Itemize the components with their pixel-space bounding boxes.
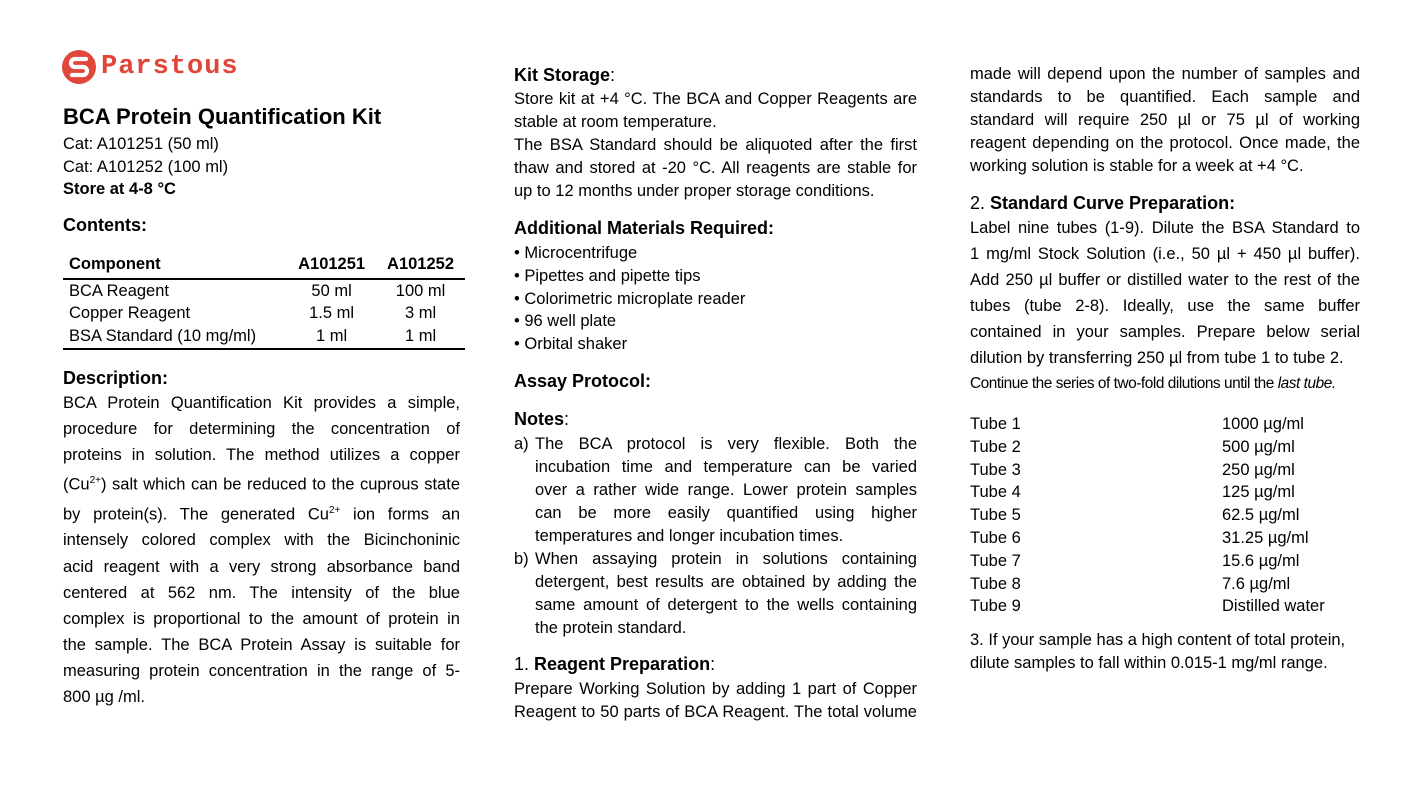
description-line: proteins in solution. The method utilizes a copper <box>63 446 460 465</box>
kit-storage-line: up to 12 months under proper storage conditions. <box>514 182 875 200</box>
contents-table <box>63 250 465 350</box>
table-cell: 1 ml <box>376 325 465 349</box>
kit-storage-heading: Kit Storage <box>514 65 611 85</box>
table-row <box>970 595 1325 618</box>
heading-colon: : <box>710 654 716 674</box>
text-line: dilute samples to fall within 0.015-1 mg/ml range. <box>970 654 1328 672</box>
text-line <box>970 371 1360 397</box>
notes-list <box>514 433 917 640</box>
table-cell: 50 ml <box>311 281 352 300</box>
contents-table-header <box>63 250 465 279</box>
table-cell: 3 ml <box>404 304 437 323</box>
text-line: standard will require 250 µl or 75 µl of working <box>970 111 1360 129</box>
tube-label: Tube 6 <box>970 528 1021 547</box>
kit-storage-heading-row <box>514 64 615 87</box>
note-a <box>514 433 917 548</box>
table-cell: BSA Standard (10 mg/ml) <box>63 325 287 349</box>
reagent-line: Reagent to 50 parts of BCA Reagent. The total volume <box>514 703 917 721</box>
list-item: • Colorimetric microplate reader <box>514 288 745 311</box>
table-row <box>970 573 1325 596</box>
description-line: complex is proportional to the amount of protein in <box>63 609 460 628</box>
text-fragment: ion forms an <box>340 505 461 524</box>
tube-concentration: 250 µg/ml <box>1222 460 1295 479</box>
kit-storage-body <box>514 88 917 203</box>
note-letter: b) <box>514 550 529 568</box>
description-line: the sample. The BCA Protein Assay is suitable for <box>63 635 460 654</box>
description-line: intensely colored complex with the Bicinchoninic <box>63 531 460 550</box>
table-cell: 1.5 ml <box>309 304 355 323</box>
catalog-number-1: Cat: A101251 (50 ml) <box>63 135 219 153</box>
product-title: BCA Protein Quantification Kit <box>63 104 382 129</box>
tube-label: Tube 4 <box>970 483 1021 502</box>
description-body <box>63 390 460 710</box>
reagent-prep-heading: Reagent Preparation <box>534 654 711 674</box>
description-line: 800 µg /ml. <box>63 688 145 707</box>
table-row <box>970 413 1325 436</box>
table-row <box>63 303 465 326</box>
text-line: 3. If your sample has a high content of total protein, <box>970 631 1346 649</box>
note-b <box>514 548 917 640</box>
text-line: reagent depending on the protocol. Once made, the <box>970 134 1360 152</box>
materials-list <box>514 242 745 356</box>
step-3-body <box>970 629 1360 675</box>
storage-temperature: Store at 4-8 °C <box>63 180 176 198</box>
list-item: • Pipettes and pipette tips <box>514 265 745 288</box>
text-line: tubes (tube 2-8). Ideally, use the same buffer <box>970 297 1360 315</box>
column-header-component: Component <box>63 250 287 279</box>
tube-label: Tube 5 <box>970 506 1021 525</box>
brand-logo <box>62 50 239 84</box>
tube-concentration: 500 µg/ml <box>1222 437 1295 456</box>
kit-storage-line: stable at room temperature. <box>514 113 717 131</box>
note-line: the protein standard. <box>535 619 687 637</box>
assay-protocol-heading: Assay Protocol: <box>514 371 652 391</box>
reagent-line: Prepare Working Solution by adding 1 part of Copper <box>514 680 917 698</box>
tube-label: Tube 8 <box>970 574 1021 593</box>
text-fragment: Continue the series of two-fold dilutions until the <box>970 375 1278 392</box>
tube-concentration: 15.6 µg/ml <box>1222 551 1300 570</box>
tube-concentration: 125 µg/ml <box>1222 483 1295 502</box>
description-heading: Description: <box>63 368 169 388</box>
list-item: • Orbital shaker <box>514 333 745 356</box>
description-line: procedure for determining the concentration of <box>63 420 460 439</box>
step-number: 1. <box>514 654 535 674</box>
tube-label: Tube 9 <box>970 597 1021 616</box>
table-cell: 1 ml <box>287 325 376 349</box>
text-line: standards to be quantified. Each sample and <box>970 88 1360 106</box>
text-fragment: (Cu <box>63 475 90 494</box>
table-cell: BCA Reagent <box>69 281 169 300</box>
notes-heading-row <box>514 408 569 431</box>
tube-concentration: 7.6 µg/ml <box>1222 574 1291 593</box>
column-header-a101251: A101251 <box>287 250 376 279</box>
tube-label: Tube 1 <box>970 415 1021 433</box>
tube-concentration: 62.5 µg/ml <box>1222 506 1300 525</box>
text-line: Add 250 µl buffer or distilled water to the rest of the <box>970 271 1360 289</box>
table-row <box>970 550 1325 573</box>
note-body <box>535 433 917 548</box>
tube-concentration: Distilled water <box>1222 597 1325 616</box>
table-row <box>970 459 1325 482</box>
superscript: 2+ <box>328 504 341 516</box>
standard-curve-heading-row <box>970 192 1235 215</box>
note-line: same amount of detergent to the wells containing <box>535 596 917 614</box>
table-row <box>970 481 1325 504</box>
description-line: BCA Protein Quantification Kit provides a simple, <box>63 394 460 412</box>
table-cell: Copper Reagent <box>69 304 191 323</box>
standard-curve-heading: Standard Curve Preparation: <box>990 193 1236 213</box>
tube-concentration: 1000 µg/ml <box>1222 415 1304 433</box>
catalog-number-2: Cat: A101252 (100 ml) <box>63 158 229 176</box>
materials-heading: Additional Materials Required: <box>514 218 775 238</box>
text-fragment: by protein(s). The generated Cu <box>63 505 329 524</box>
kit-storage-line: thaw and stored at -20 °C. All reagents are stable for <box>514 159 917 177</box>
note-line: When assaying protein in solutions containing <box>535 550 917 568</box>
text-line: contained in your samples. Prepare below serial <box>970 323 1360 341</box>
text-fragment: ) salt which can be reduced to the cuprous state <box>101 475 460 494</box>
list-item: • 96 well plate <box>514 310 745 333</box>
table-cell: 100 ml <box>395 281 446 300</box>
description-line: acid reagent with a very strong absorbance band <box>63 557 460 576</box>
table-row <box>970 527 1325 550</box>
brand-name: Parstous <box>101 52 239 82</box>
parstous-logo-icon <box>62 50 96 84</box>
note-line: The BCA protocol is very flexible. Both the <box>535 435 917 453</box>
note-line: detergent, best results are obtained by adding the <box>535 573 917 591</box>
kit-storage-line: The BSA Standard should be aliquoted after the first <box>514 136 917 154</box>
dilution-table <box>970 413 1325 618</box>
tube-label: Tube 7 <box>970 551 1021 570</box>
description-line: measuring protein concentration in the range of 5- <box>63 661 460 680</box>
note-line: temperatures and longer incubation times. <box>535 527 844 545</box>
description-line-cu <box>63 468 460 498</box>
reagent-prep-heading-row <box>514 653 715 676</box>
note-line: incubation time and temperature can be varied <box>535 458 917 476</box>
heading-colon: : <box>610 65 616 85</box>
text-line: Label nine tubes (1-9). Dilute the BSA Standard to <box>970 219 1360 237</box>
note-body <box>535 548 917 640</box>
table-row <box>63 325 465 349</box>
note-letter: a) <box>514 435 529 453</box>
notes-heading: Notes <box>514 409 565 429</box>
contents-heading: Contents: <box>63 215 147 235</box>
reagent-prep-body <box>514 678 917 724</box>
superscript: 2+ <box>89 475 101 487</box>
tube-label: Tube 2 <box>970 437 1021 456</box>
table-row <box>63 279 465 303</box>
heading-colon: : <box>564 409 570 429</box>
standard-curve-body <box>970 215 1360 397</box>
list-item: • Microcentrifuge <box>514 242 745 265</box>
text-line: 1 mg/ml Stock Solution (i.e., 50 µl + 450 µl buffer). <box>970 245 1360 263</box>
note-line: can be more easily quantified using higher <box>535 504 917 522</box>
table-row <box>970 436 1325 459</box>
step-number: 2. <box>970 193 991 213</box>
note-line: over a rather wide range. Lower protein samples <box>535 481 917 499</box>
description-line-cu2 <box>63 498 460 528</box>
kit-storage-line: Store kit at +4 °C. The BCA and Copper Reagents are <box>514 90 917 108</box>
table-row <box>970 504 1325 527</box>
column-header-a101252: A101252 <box>376 250 465 279</box>
text-line: dilution by transferring 250 µl from tube 1 to tube 2. <box>970 349 1344 367</box>
text-line: made will depend upon the number of samples and <box>970 65 1360 83</box>
tube-label: Tube 3 <box>970 460 1021 479</box>
italic-text: last tube. <box>1277 375 1336 392</box>
tube-concentration: 31.25 µg/ml <box>1222 528 1309 547</box>
description-line: centered at 562 nm. The intensity of the blue <box>63 583 460 602</box>
text-line: working solution is stable for a week at +4 °C. <box>970 157 1304 175</box>
reagent-prep-continued <box>970 63 1360 178</box>
